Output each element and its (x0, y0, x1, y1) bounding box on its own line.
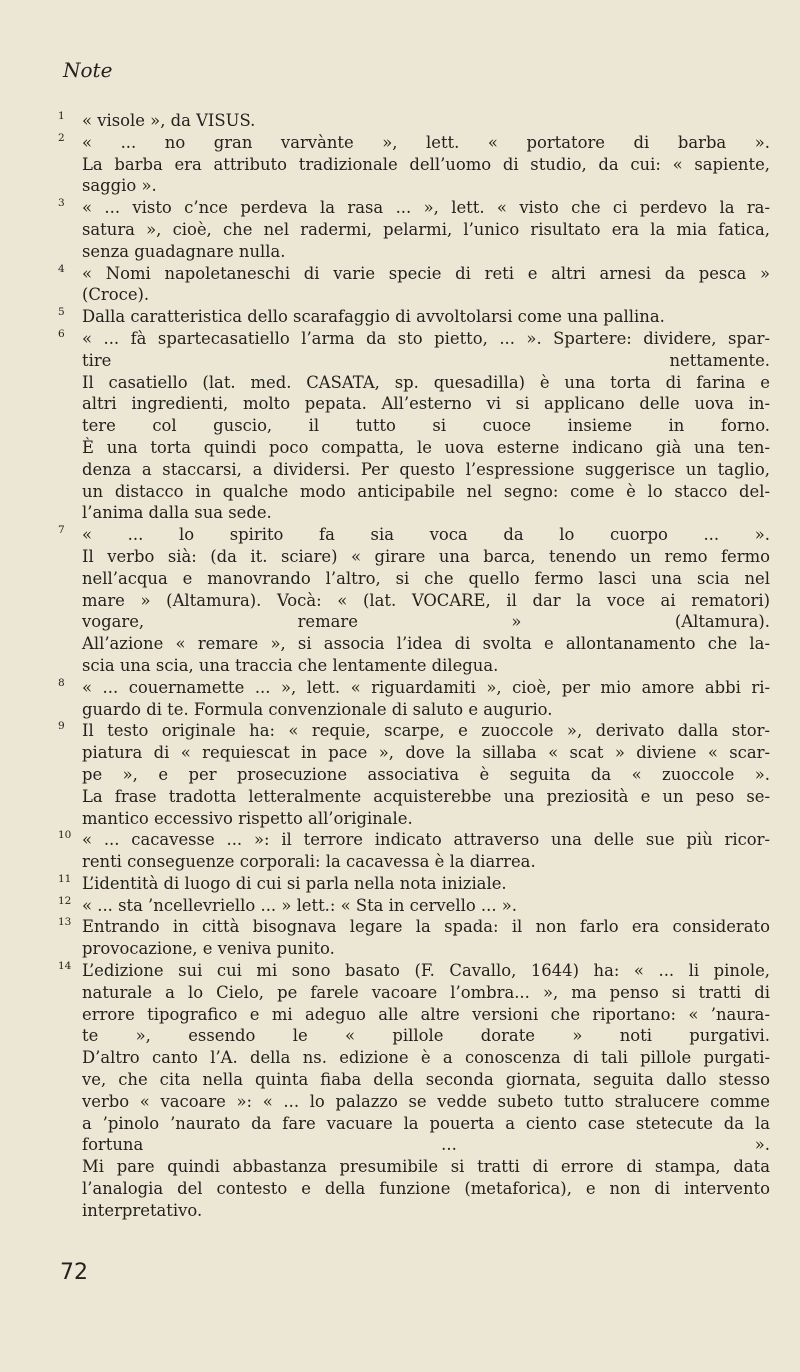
footnote-line: nell’acqua e manovrando l’altro, si che quello fermo lasci una scia nel (82, 568, 770, 588)
footnote-number: 1 (58, 110, 65, 122)
footnote-line: « ... couernamette ... », lett. « riguardamiti », cioè, per mio amore abbi ri- (82, 677, 770, 697)
footnote-line: « ... cacavesse ... »: il terrore indicato attraverso una delle sue più ricor- (82, 830, 770, 850)
footnote-number: 9 (58, 720, 65, 733)
footnote (58, 263, 770, 307)
footnote-line: fortuna ... ». (82, 1135, 770, 1155)
footnote (58, 916, 770, 960)
footnote-line: D’altro canto l’A. della ns. edizione è a conoscenza di tali pillole purgati- (82, 1048, 770, 1068)
footnote-line: renti conseguenze corporali: la cacavessa è la diarrea. (82, 852, 536, 872)
footnote-line: ve, che cita nella quinta fiaba della seconda giornata, seguita dallo stesso (82, 1070, 770, 1090)
footnote-line: l’analogia del contesto e della funzione (metaforica), e non di intervento (82, 1179, 770, 1199)
footnote-number: 12 (58, 894, 72, 907)
footnote-number: 5 (58, 306, 65, 319)
footnote-number: 7 (58, 524, 65, 537)
footnote-line: L’identità di luogo di cui si parla nella nota iniziale. (82, 873, 507, 893)
footnote-line: scia una scia, una traccia che lentamente dilegua. (82, 655, 499, 675)
footnote-line: « visole », da VISUS. (82, 111, 256, 130)
footnote-number: 2 (58, 131, 65, 144)
footnote-line: Il testo originale ha: « requie, scarpe, e zuoccole », derivato dalla stor- (82, 721, 770, 741)
footnote-line: « Nomi napoletaneschi di varie specie di reti e altri arnesi da pesca » (82, 263, 770, 283)
footnote (58, 110, 770, 132)
footnote-line: Il casatiello (lat. med. CASATA, sp. quesadilla) è una torta di farina e (82, 372, 770, 392)
footnote (58, 524, 770, 677)
running-header: Note (63, 58, 113, 82)
footnote (58, 197, 770, 262)
footnote-line: altri ingredienti, molto pepata. All’esterno vi si applicano delle uova in- (82, 394, 770, 414)
footnote-line: « ... visto c’nce perdeva la rasa ... », lett. « visto che ci perdevo la ra- (82, 198, 770, 218)
footnote-line: guardo di te. Formula convenzionale di saluto e augurio. (82, 699, 553, 719)
footnote (58, 306, 770, 328)
footnote-line: saggio ». (82, 176, 157, 196)
footnote-line: L’edizione sui cui mi sono basato (F. Cavallo, 1644) ha: « ... li pinole, (82, 961, 770, 981)
footnote-line: provocazione, e veniva punito. (82, 939, 335, 959)
footnote-line: errore tipografico e mi adeguo alle altre versioni che riportano: « ’naura- (82, 1004, 770, 1024)
footnote (58, 328, 770, 524)
footnote-number: 14 (58, 960, 72, 973)
footnote-line: mantico eccessivo rispetto all’originale. (82, 808, 413, 828)
footnote-line: Il verbo sià: (da it. sciare) « girare una barca, tenendo un remo fermo (82, 546, 770, 566)
footnote-line: verbo « vacoare »: « ... lo palazzo se vedde subeto tutto stralucere comme (82, 1091, 770, 1111)
footnote (58, 829, 770, 873)
footnote-line: « ... sta ’ncellevriello ... » lett.: « Sta in cervello ... ». (82, 895, 517, 915)
footnote (58, 895, 770, 917)
footnote-line: La barba era attributo tradizionale dell’uomo di studio, da cui: « sapiente, (82, 154, 770, 174)
footnote-line: pe », e per prosecuzione associativa è seguita da « zuoccole ». (82, 764, 770, 784)
footnote-number: 8 (58, 676, 65, 689)
footnote-line: naturale a lo Cielo, pe farele vacoare l’ombra... », ma penso si tratti di (82, 982, 770, 1002)
footnote-line: « ... fà spartecasatiello l’arma da sto pietto, ... ». Spartere: dividere, spar- (82, 328, 770, 348)
footnote-line: (Croce). (82, 285, 150, 305)
footnote-line: Dalla caratteristica dello scarafaggio di avvoltolarsi come una pallina. (82, 307, 665, 327)
footnote (58, 720, 770, 829)
footnote (58, 873, 770, 895)
footnote-line: te », essendo le « pillole dorate » noti purgativi. (82, 1026, 770, 1046)
footnote-line: tire nettamente. (82, 350, 770, 370)
footnote-line: Mi pare quindi abbastanza presumibile si tratti di errore di stampa, data (82, 1157, 770, 1177)
footnote-number: 13 (58, 916, 72, 929)
footnote-number: 3 (58, 197, 65, 210)
footnote-line: interpretativo. (82, 1200, 203, 1220)
footnote-line: denza a staccarsi, a dividersi. Per questo l’espressione suggerisce un taglio, (82, 459, 770, 479)
footnote-line: senza guadagnare nulla. (82, 241, 286, 261)
notes-list (58, 110, 770, 1222)
footnote-line: a ’pinolo ’naurato da fare vacuare la pouerta a ciento case stetecute da la (82, 1113, 770, 1133)
footnote-line: tere col guscio, il tutto si cuoce insieme in forno. (82, 416, 770, 436)
footnote-line: mare » (Altamura). Vocà: « (lat. VOCARE, il dar la voce ai rematori) (82, 590, 770, 610)
footnote-number: 6 (58, 327, 65, 340)
footnote (58, 677, 770, 721)
footnote-line: vogare, remare » (Altamura). (82, 612, 770, 632)
footnote-line: satura », cioè, che nel radermi, pelarmi, l’unico risultato era la mia fatica, (82, 219, 770, 239)
footnote-number: 10 (58, 829, 72, 842)
footnote-line: l’anima dalla sua sede. (82, 503, 272, 523)
footnote-line: È una torta quindi poco compatta, le uova esterne indicano già una ten- (82, 437, 770, 457)
footnote-number: 4 (58, 262, 65, 275)
footnote-line: La frase tradotta letteralmente acquisterebbe una preziosità e un peso se- (82, 786, 770, 806)
footnote-line: piatura di « requiescat in pace », dove la sillaba « scat » diviene « scar- (82, 743, 770, 763)
footnote-line: un distacco in qualche modo anticipabile nel segno: come è lo stacco del- (82, 481, 770, 501)
footnote-line: Entrando in città bisognava legare la spada: il non farlo era considerato (82, 917, 770, 937)
footnote (58, 132, 770, 197)
footnote-line: « ... lo spirito fa sia voca da lo cuorpo ... ». (82, 525, 770, 545)
footnote-number: 11 (58, 872, 72, 885)
footnote-line: « ... no gran varvànte », lett. « portatore di barba ». (82, 132, 770, 152)
page-number: 72 (60, 1260, 88, 1285)
footnote-line: All’azione « remare », si associa l’idea di svolta e allontanamento che la- (82, 634, 770, 654)
footnote (58, 960, 770, 1222)
